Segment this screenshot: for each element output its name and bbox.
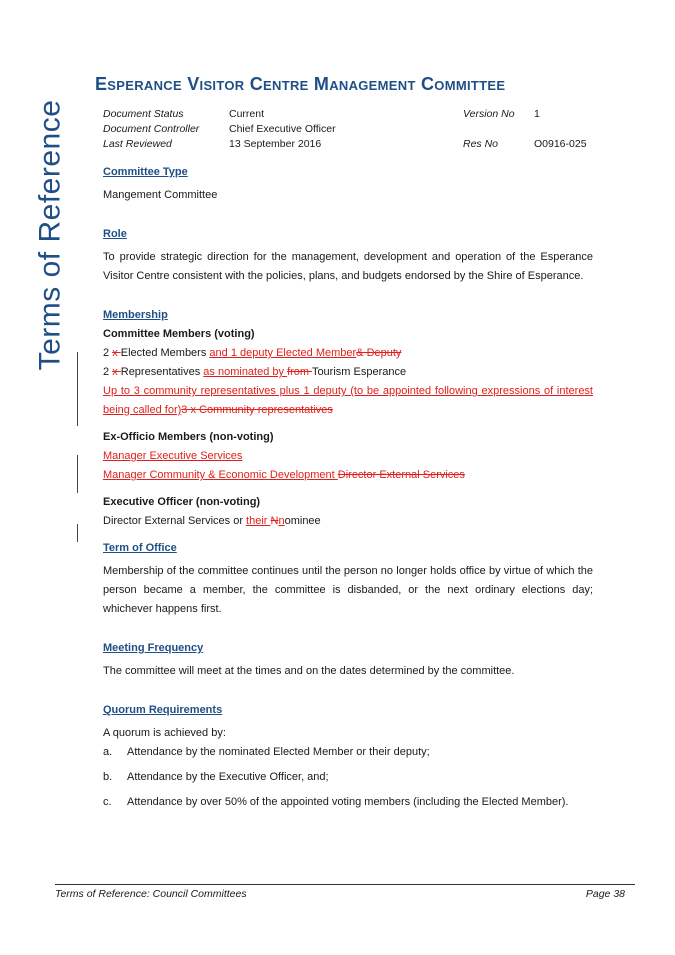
deleted-text: from (287, 366, 312, 378)
membership-heading: Membership (103, 309, 168, 321)
list-item-text: Attendance by over 50% of the appointed voting members (including the Elected Member). (127, 796, 569, 808)
side-title-text: Terms of Reference (33, 99, 66, 371)
deleted-text: 3 x Community representatives (181, 404, 333, 416)
change-bar (77, 352, 78, 426)
membership-line-elected (103, 344, 593, 363)
version-value: 1 (534, 108, 540, 120)
exofficio-line-2 (103, 466, 593, 485)
inserted-text: n (278, 515, 285, 527)
deleted-text: x (112, 347, 121, 359)
committee-type-heading: Committee Type (103, 166, 188, 178)
deleted-text: x (112, 366, 121, 378)
list-marker: b. (103, 771, 113, 783)
text-run: 2 (103, 347, 113, 359)
document-title: Esperance Visitor Centre Management Committee (95, 74, 506, 94)
text-run: Tourism Esperance (311, 366, 407, 378)
text-run: Director External Services or (103, 515, 247, 527)
inserted-text: and 1 deputy Elected Member (209, 347, 357, 359)
footer-rule (55, 884, 635, 885)
reviewed-value: 13 September 2016 (229, 138, 322, 150)
executive-officer-heading: Executive Officer (non-voting) (103, 496, 261, 508)
voting-members-heading: Committee Members (voting) (103, 328, 255, 340)
inserted-text: Manager Executive Services (103, 450, 243, 462)
list-item (103, 793, 593, 812)
inserted-text: Up to 3 community representatives plus 1 deputy (to be appointed following expressions of interest being called for) (103, 385, 593, 416)
document-meta (103, 107, 598, 152)
text-run: ominee (284, 515, 321, 527)
document-body (103, 163, 593, 812)
role-heading: Role (103, 228, 127, 240)
membership-line-representatives (103, 363, 593, 382)
text-run: Elected Members (120, 347, 210, 359)
list-item-text: Attendance by the Executive Officer, and; (127, 771, 329, 783)
executive-officer-line (103, 512, 593, 531)
inserted-text: as nominated by (203, 366, 288, 378)
page-number: Page 38 (585, 888, 625, 900)
membership-line-community (103, 382, 593, 420)
version-label: Version No (463, 108, 515, 120)
text-run: 2 (103, 366, 113, 378)
inserted-text: Manager Community & Economic Development (103, 469, 338, 481)
meta-row (103, 122, 598, 137)
role-text: To provide strategic direction for the management, development and operation of the Esperance Visitor Centre consistent with the policies, plans, and budgets endorsed by the Shire of Esperance. (103, 251, 593, 282)
list-item (103, 768, 593, 787)
meeting-frequency-heading: Meeting Frequency (103, 642, 204, 654)
controller-value: Chief Executive Officer (229, 123, 336, 135)
text-run: Representatives (120, 366, 204, 378)
deleted-text: N (270, 515, 279, 527)
status-value: Current (229, 108, 265, 120)
term-of-office-heading: Term of Office (103, 542, 177, 554)
quorum-intro: A quorum is achieved by: (103, 727, 226, 739)
deleted-text: & Deputy (356, 347, 402, 359)
controller-label: Document Controller (103, 123, 200, 135)
meta-row (103, 107, 598, 122)
meta-row (103, 137, 598, 152)
list-marker: a. (103, 746, 113, 758)
quorum-heading: Quorum Requirements (103, 704, 223, 716)
reviewed-label: Last Reviewed (103, 138, 172, 150)
deleted-text: Director External Services (337, 469, 465, 481)
res-label: Res No (463, 138, 499, 150)
footer-title: Terms of Reference: Council Committees (55, 888, 247, 900)
term-of-office-text: Membership of the committee continues until the person no longer holds office by virtue of which the person became a member, the committee is disbanded, or the next ordinary elections day; whichever happens first. (103, 565, 593, 615)
inserted-text: their (246, 515, 271, 527)
list-item-text: Attendance by the nominated Elected Member or their deputy; (127, 746, 430, 758)
res-value: O0916-025 (534, 138, 587, 150)
change-bar (77, 455, 78, 493)
list-item (103, 743, 593, 762)
meeting-frequency-text: The committee will meet at the times and on the dates determined by the committee. (103, 665, 515, 677)
status-label: Document Status (103, 108, 184, 120)
change-bar (77, 524, 78, 542)
committee-type-text: Mangement Committee (103, 189, 218, 201)
exofficio-heading: Ex-Officio Members (non-voting) (103, 431, 274, 443)
exofficio-line-1 (103, 447, 593, 466)
side-title (25, 90, 75, 380)
list-marker: c. (103, 796, 112, 808)
